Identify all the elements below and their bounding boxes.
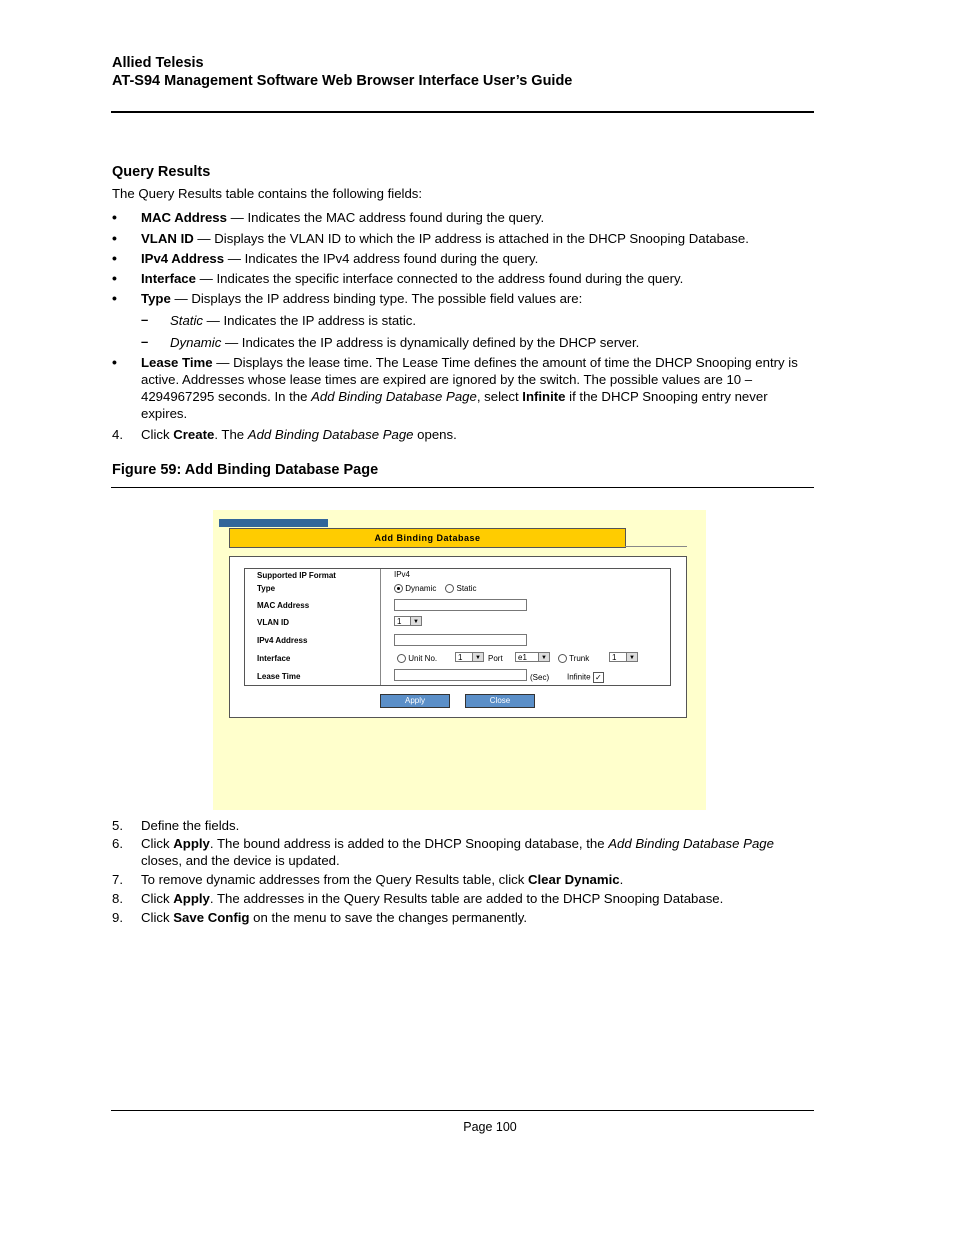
step-number: 6. — [112, 836, 123, 851]
lease-time-input[interactable] — [394, 669, 527, 681]
infinite-checkbox[interactable] — [593, 672, 604, 683]
vlan-id-select[interactable] — [394, 616, 422, 626]
label-ipv4-address: IPv4 Address — [257, 636, 308, 645]
field-ipv4-address: IPv4 Address — Indicates the IPv4 address found during the query. — [141, 251, 539, 266]
section-intro: The Query Results table contains the following fields: — [112, 186, 423, 201]
page-tab — [219, 519, 328, 527]
unit-radio[interactable] — [397, 654, 406, 663]
step-7: To remove dynamic addresses from the Query Results table, click Clear Dynamic. — [141, 872, 624, 887]
step-8: Click Apply. The addresses in the Query Results table are added to the DHCP Snooping Database. — [141, 891, 724, 906]
figure-rule — [111, 487, 814, 488]
company-name: Allied Telesis — [112, 55, 204, 71]
unit-value: 1 — [458, 653, 463, 662]
figure-caption: Figure 59: Add Binding Database Page — [112, 462, 379, 478]
page-number: Page 100 — [463, 1120, 517, 1134]
bullet: • — [112, 354, 117, 370]
step-9: Click Save Config on the menu to save the changes permanently. — [141, 910, 528, 925]
title-underline — [625, 546, 687, 547]
trunk-select[interactable] — [609, 652, 638, 662]
dynamic-radio[interactable] — [394, 584, 403, 593]
vlan-id-value: 1 — [397, 617, 402, 626]
infinite-label: Infinite — [567, 672, 591, 682]
add-binding-database-screenshot — [213, 510, 706, 810]
column-divider — [380, 569, 381, 685]
footer-rule — [111, 1110, 814, 1111]
step-number: 7. — [112, 872, 123, 887]
port-value: e1 — [518, 653, 527, 662]
ip-format-value: IPv4 — [394, 570, 411, 579]
chevron-down-icon: ▼ — [410, 617, 421, 625]
type-static: Static — Indicates the IP address is static. — [170, 313, 417, 328]
bullet: • — [112, 230, 117, 246]
chevron-down-icon: ▼ — [538, 653, 549, 661]
label-vlan-id: VLAN ID — [257, 618, 289, 627]
ipv4-address-input[interactable] — [394, 634, 527, 646]
bullet: • — [112, 250, 117, 266]
apply-button[interactable]: Apply — [380, 694, 450, 708]
static-radio-label: Static — [456, 584, 477, 593]
step-5: Define the fields. — [141, 818, 240, 833]
field-vlan-id: VLAN ID — Displays the VLAN ID to which the IP address is attached in the DHCP Snooping Database. — [141, 231, 749, 246]
trunk-radio-group — [558, 654, 589, 663]
form-table — [244, 568, 671, 686]
label-supported-ip-format: Supported IP Format — [257, 571, 336, 580]
section-title: Query Results — [112, 164, 211, 180]
unit-radio-group — [397, 654, 437, 663]
check-icon: ✓ — [594, 673, 602, 682]
step-4: Click Create. The Add Binding Database Page opens. — [141, 427, 457, 442]
port-label: Port — [488, 654, 503, 663]
field-lease-time: Lease Time — Displays the lease time. The Lease Time defines the amount of time the DHCP Snooping entry is active. Addresses whose lease times are expired are ignored by the switch. The possible values are 10 – 4294967295 seconds. In the Add Binding Database Page, select Infinite if the DHCP Snooping entry never expires. — [141, 355, 798, 421]
field-interface: Interface — Indicates the specific interface connected to the address found during the query. — [141, 271, 684, 286]
bullet: • — [112, 290, 117, 306]
dynamic-radio-label: Dynamic — [405, 584, 437, 593]
dash: – — [141, 334, 149, 349]
close-button[interactable]: Close — [465, 694, 535, 708]
bullet: • — [112, 270, 117, 286]
header-rule — [111, 111, 814, 113]
infinite-group — [567, 672, 604, 683]
label-type: Type — [257, 584, 276, 593]
trunk-label: Trunk — [569, 654, 590, 663]
step-number: 9. — [112, 910, 123, 925]
field-type: Type — Displays the IP address binding type. The possible field values are: — [141, 291, 583, 306]
step-6: Click Apply. The bound address is added to the DHCP Snooping database, the Add Binding Database Page closes, and the device is updated. — [141, 836, 774, 868]
mac-address-input[interactable] — [394, 599, 527, 611]
field-mac-address: MAC Address — Indicates the MAC address found during the query. — [141, 210, 545, 225]
chevron-down-icon: ▼ — [626, 653, 637, 661]
step-number: 4. — [112, 427, 123, 442]
dash: – — [141, 312, 149, 327]
guide-title: AT-S94 Management Software Web Browser Interface User’s Guide — [112, 73, 573, 89]
form-panel — [229, 556, 687, 718]
chevron-down-icon: ▼ — [472, 653, 483, 661]
bullet: • — [112, 209, 117, 225]
unit-label: Unit No. — [408, 654, 438, 663]
unit-select[interactable] — [455, 652, 484, 662]
label-interface: Interface — [257, 654, 291, 663]
trunk-radio[interactable] — [558, 654, 567, 663]
screenshot-title: Add Binding Database — [229, 528, 626, 548]
step-number: 8. — [112, 891, 123, 906]
static-radio[interactable] — [445, 584, 454, 593]
step-number: 5. — [112, 818, 123, 833]
sec-label: (Sec) — [530, 673, 550, 682]
label-mac-address: MAC Address — [257, 601, 310, 610]
port-select[interactable] — [515, 652, 550, 662]
trunk-value: 1 — [612, 653, 617, 662]
type-radio-group — [394, 584, 477, 593]
type-dynamic: Dynamic — Indicates the IP address is dynamically defined by the DHCP server. — [170, 335, 640, 350]
label-lease-time: Lease Time — [257, 672, 301, 681]
